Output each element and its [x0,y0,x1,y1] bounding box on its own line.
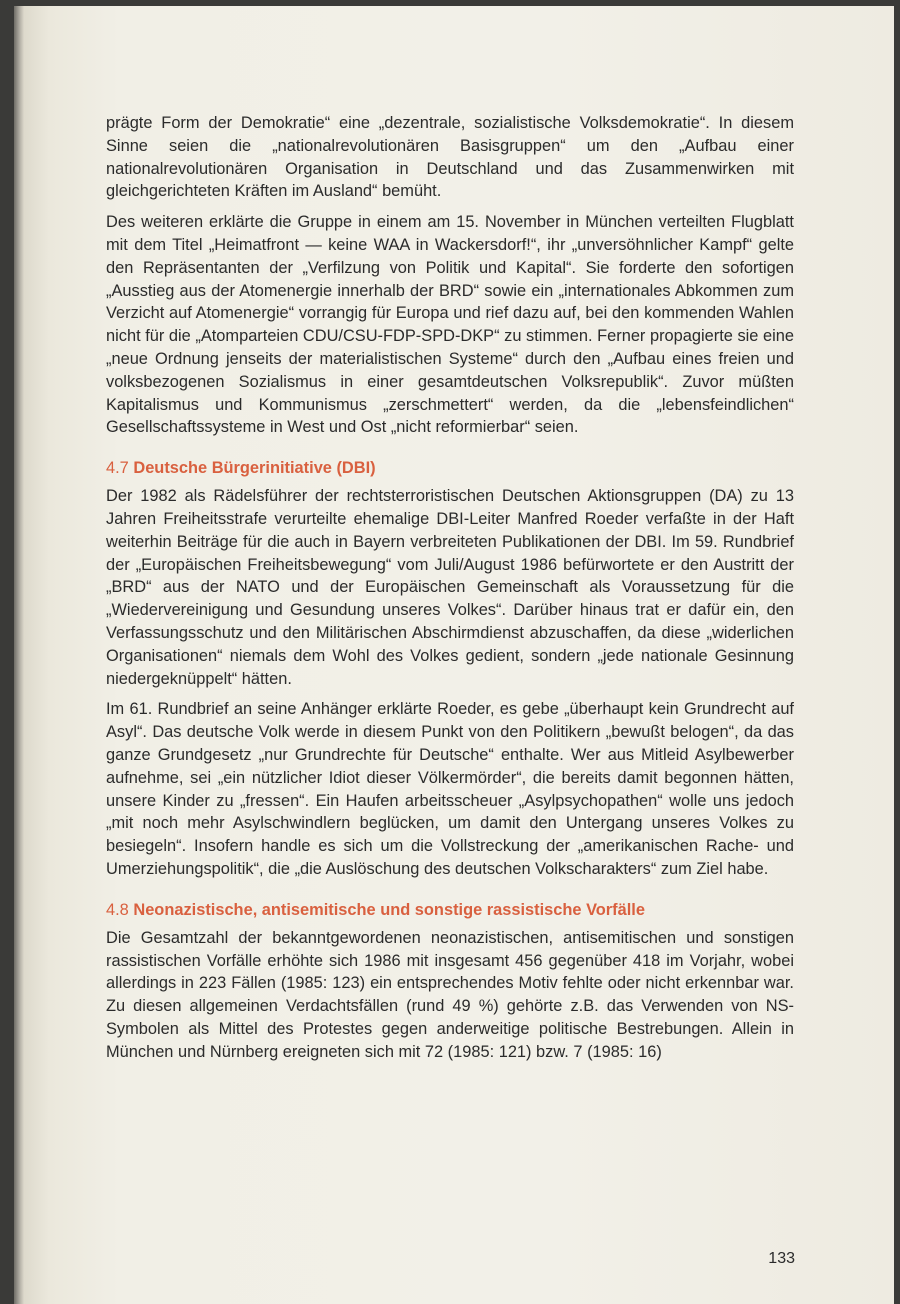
text-column [106,112,794,1071]
section-number: 4.7 [106,459,129,478]
paragraph-dbi-roeder: Der 1982 als Rädelsführer der rechtsterroristischen Deutschen Aktionsgruppen (DA) zu 13 Jahren Freiheitsstrafe verurteilte ehemalige DBI-Leiter Manfred Roeder verfaßte in der Haft weiterhin Beiträge für die auch in Bayern verbreiteten Publikationen der DBI. Im 59. Rundbrief der „Europäischen Freiheitsbewegung“ vom Juli/August 1986 befürwortete er den Austritt der „BRD“ aus der NATO und der Europäischen Gemeinschaft als Voraussetzung für die „Wiedervereinigung und Gesundung unseres Volkes“. Darüber hinaus trat er dafür ein, den Verfassungsschutz und den Militärischen Abschirmdienst abzuschaffen, da diese „widerlichen Organisationen“ niemals dem Wohl des Volkes gedient, sondern „jede nationale Gesinnung niedergeknüppelt“ hätten. [106,487,794,688]
section-title: Deutsche Bürgerinitiative (DBI) [133,459,376,478]
section-heading-4-8 [106,899,794,921]
section-number: 4.8 [106,900,129,919]
paragraph-continued: prägte Form der Demokratie“ eine „dezentrale, sozialistische Volksdemokratie“. In diesem Sinne seien die „nationalrevolutionären Basisgruppen“ um den „Aufbau einer nationalrevolutionären Organisation in Deutschland und das Zusammenwirken mit gleichgerichteten Kräften im Ausland“ bemüht. [106,114,794,201]
section-title: Neonazistische, antisemitische und sonstige rassistische Vorfälle [133,900,645,919]
paragraph-flugblatt: Des weiteren erklärte die Gruppe in einem am 15. November in München verteilten Flugblatt mit dem Titel „Heimatfront — keine WAA in Wackersdorf!“, ihr „unversöhnlicher Kampf“ gelte den Repräsentanten der „Verfilzung von Politik und Kapital“. Sie forderte den sofortigen „Ausstieg aus der Atomenergie innerhalb der BRD“ sowie ein „internationales Abkommen zum Verzicht auf Atomenergie“ vorrangig für Europa und rief dazu auf, bei den kommenden Wahlen nicht für die „Atomparteien CDU/CSU-FDP-SPD-DKP“ zu stimmen. Ferner propagierte sie eine „neue Ordnung jenseits der materialistischen Systeme“ durch den „Aufbau eines freien und volksbezogenen Sozialismus in einer gesamtdeutschen Volksrepublik“. Zuvor müßten Kapitalismus und Kommunismus „zerschmettert“ werden, da die „lebensfeindlichen“ Gesellschaftssysteme in West und Ost „nicht reformierbar“ seien. [106,213,794,437]
paragraph-vorfaelle: Die Gesamtzahl der bekanntgewordenen neonazistischen, antisemitischen und sonstigen rassistischen Vorfälle erhöhte sich 1986 mit insgesamt 456 gegenüber 418 im Vorjahr, wobei allerdings in 223 Fällen (1985: 123) ein entsprechendes Motiv fehlte oder nicht erkennbar war. Zu diesen allgemeinen Verdachtsfällen (rund 49 %) gehörte z.B. das Verwenden von NS-Symbolen als Mittel des Protestes gegen anderweitige politische Bestrebungen. Allein in München und Nürnberg ereigneten sich mit 72 (1985: 121) bzw. 7 (1985: 16) [106,928,794,1061]
page-number: 133 [768,1250,795,1267]
document-page [14,6,894,1304]
paragraph-rundbrief-61: Im 61. Rundbrief an seine Anhänger erklärte Roeder, es gebe „überhaupt kein Grundrecht auf Asyl“. Das deutsche Volk werde in diesem Punkt von den Politikern „bewußt belogen“, da das ganze Grundgesetz „nur Grundrechte für Deutsche“ enthalte. Wer aus Mitleid Asylbewerber aufnehme, sei „ein nützlicher Idiot dieser Völkermörder“, die bereits damit begonnen hätten, unsere Kinder zu „fressen“. Ein Haufen arbeitsscheuer „Asylpsychopathen“ wolle uns jedoch „mit noch mehr Asylschwindlern beglücken, um damit den Untergang unseres Volkes zu besiegeln“. Insofern handle es sich um die Vollstreckung der „amerikanischen Rache- und Umerziehungspolitik“, die „die Auslöschung des deutschen Volkscharakters“ zum Ziel habe. [106,700,794,878]
section-heading-4-7 [106,457,794,479]
